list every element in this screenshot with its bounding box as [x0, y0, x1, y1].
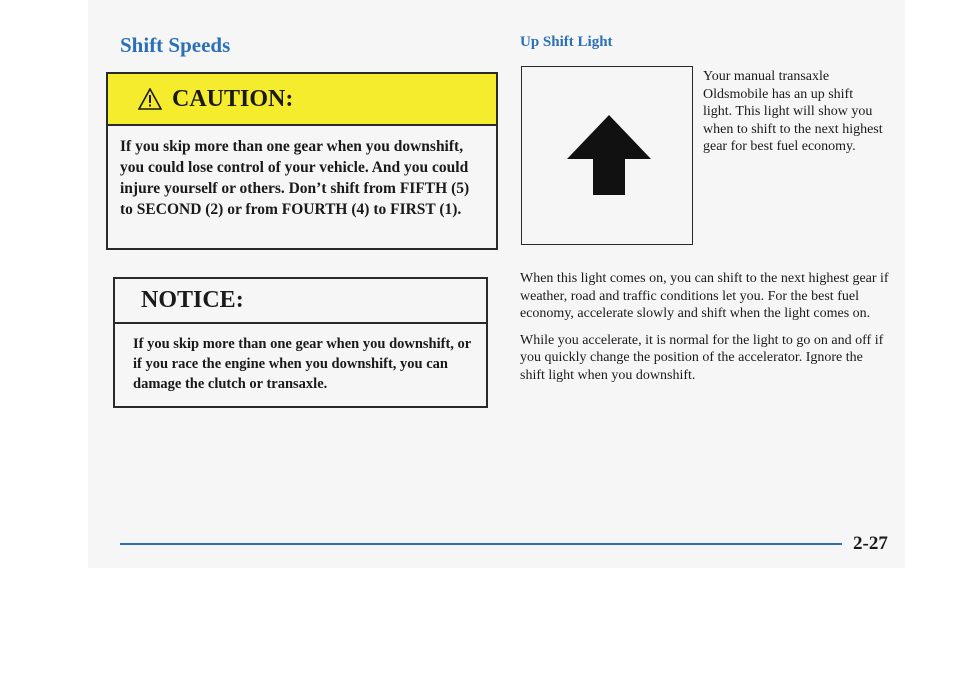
notice-header: NOTICE:	[115, 279, 486, 324]
page-number: 2-27	[853, 533, 888, 554]
up-arrow-icon	[522, 67, 692, 244]
section-heading-shift-speeds: Shift Speeds	[120, 33, 231, 57]
caution-label: CAUTION:	[172, 85, 294, 112]
up-shift-intro: Your manual transaxle Oldsmobile has an up shift light. This light will show you when to shift to the next highest gear for best fuel economy.	[703, 69, 883, 154]
notice-box	[113, 277, 488, 408]
paragraph-2: While you accelerate, it is normal for the light to go on and off if you quickly change the position of the accelerator. Ignore the shift light when you downshift.	[520, 332, 884, 383]
notice-text: If you skip more than one gear when you downshift, or if you race the engine when you downshift, you can damage the clutch or transaxle.	[133, 336, 471, 392]
paragraph-1: When this light comes on, you can shift to the next highest gear if weather, road and traffic conditions let you. For the best fuel economy, accelerate slowly and shift when the light comes on.	[520, 271, 889, 321]
caution-header	[108, 74, 496, 126]
footer-rule	[120, 543, 842, 545]
caution-text: If you skip more than one gear when you downshift, you could lose control of your vehicle. And you could injure yourself or others. Don’t shift from FIFTH (5) to SECOND (2) or from FOURTH (4) to FIRST (1).	[120, 138, 470, 218]
caution-box	[106, 72, 498, 250]
section-heading-up-shift-light: Up Shift Light	[520, 34, 613, 50]
up-shift-body	[520, 270, 890, 393]
warning-triangle-icon	[138, 88, 162, 110]
up-shift-light-illustration	[521, 66, 693, 245]
